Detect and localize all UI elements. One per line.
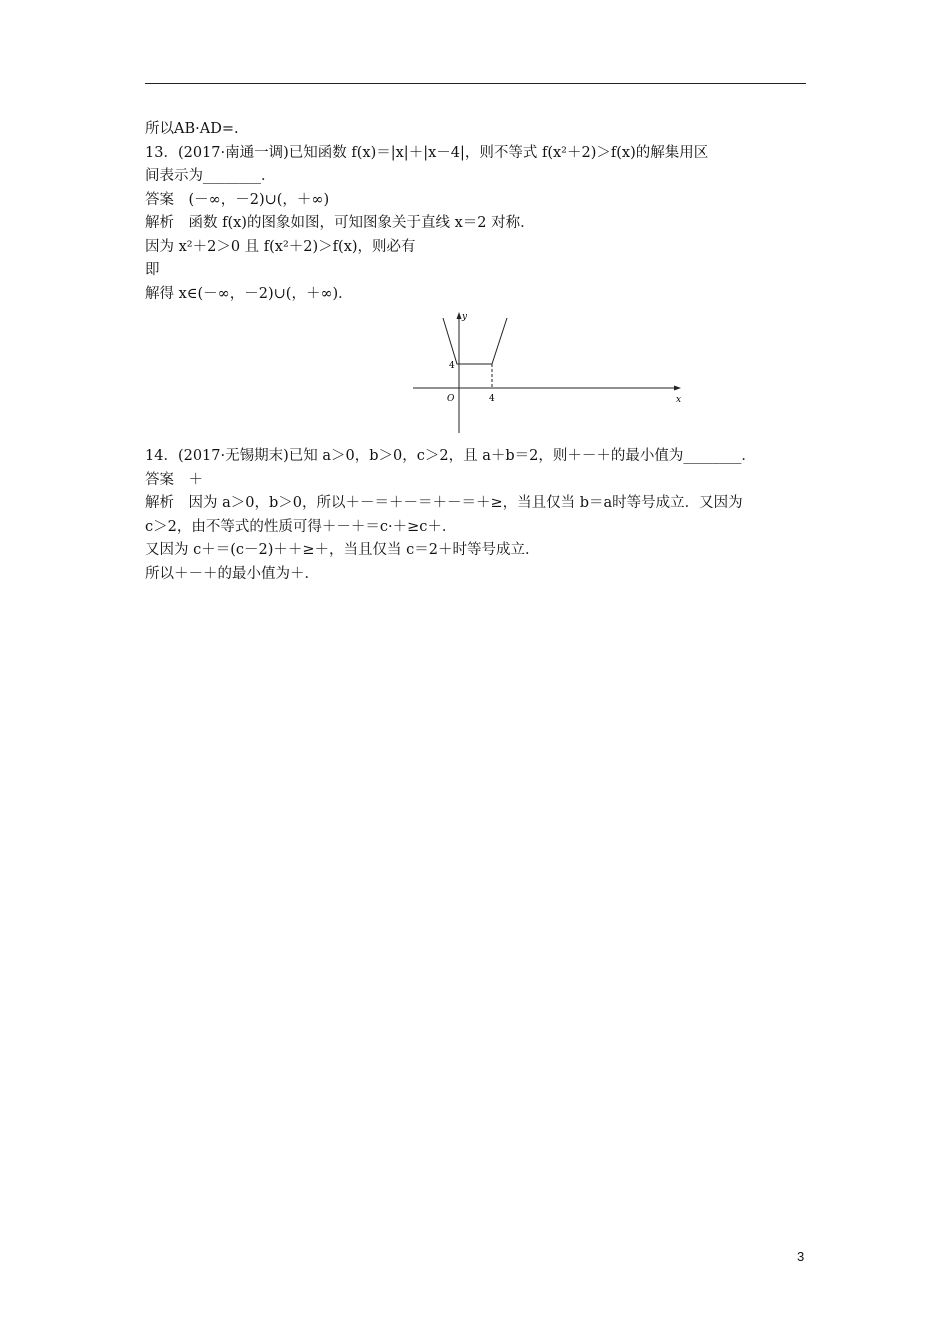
x-axis-label: x <box>676 395 682 405</box>
problem-14-analysis-3: 又因为 c＋＝(c－2)＋＋≥＋，当且仅当 c＝2＋时等号成立． <box>145 542 540 558</box>
problem-13-analysis-4: 解得 x∈(－∞，－2)∪(，＋∞)． <box>145 285 353 302</box>
problem-13-analysis-2: 因为 x²＋2＞0 且 f(x²＋2)＞f(x)，则必有 <box>145 238 416 255</box>
problem-13-answer: 答案 (－∞，－2)∪(，＋∞) <box>145 191 330 208</box>
problem-13-statement-cont: 间表示为________． <box>145 168 276 184</box>
x-axis-arrow <box>674 386 681 391</box>
y-tick-label: 4 <box>449 361 455 371</box>
function-graph <box>145 308 810 445</box>
graph-svg <box>409 308 689 443</box>
y-axis-arrow <box>457 312 462 319</box>
problem-14-analysis-2: c＞2，由不等式的性质可得＋－＋＝c·＋≥c＋． <box>145 518 457 535</box>
problem-14-analysis: 解析 因为 a＞0，b＞0，所以＋－＝＋－＝＋－＝＋≥，当且仅当 b＝a时等号成立．又因为 <box>145 495 743 511</box>
page-number: 3 <box>797 1249 805 1264</box>
problem-13-analysis: 解析 函数 f(x)的图象如图，可知图象关于直线 x＝2 对称． <box>145 215 535 231</box>
header-rule <box>145 83 806 84</box>
y-axis-label: y <box>462 312 468 322</box>
problem-14-answer: 答案 ＋ <box>145 471 203 488</box>
problem-13-analysis-3: 即 <box>145 262 160 278</box>
text-line: 所以AB·AD=. <box>145 121 239 137</box>
problem-14-analysis-4: 所以＋－＋的最小值为＋． <box>145 565 319 582</box>
origin-label: O <box>447 394 455 404</box>
problem-14-statement: 14．(2017·无锡期末)已知 a＞0，b＞0，c＞2，且 a＋b＝2，则＋－＋的最小值为________． <box>145 448 756 464</box>
problem-13-statement: 13．(2017·南通一调)已知函数 f(x)＝|x|＋|x－4|，则不等式 f(x²＋2)＞f(x)的解集用区 <box>145 144 709 161</box>
page-content <box>145 118 810 586</box>
x-tick-label: 4 <box>489 394 495 404</box>
function-curve <box>443 318 507 364</box>
